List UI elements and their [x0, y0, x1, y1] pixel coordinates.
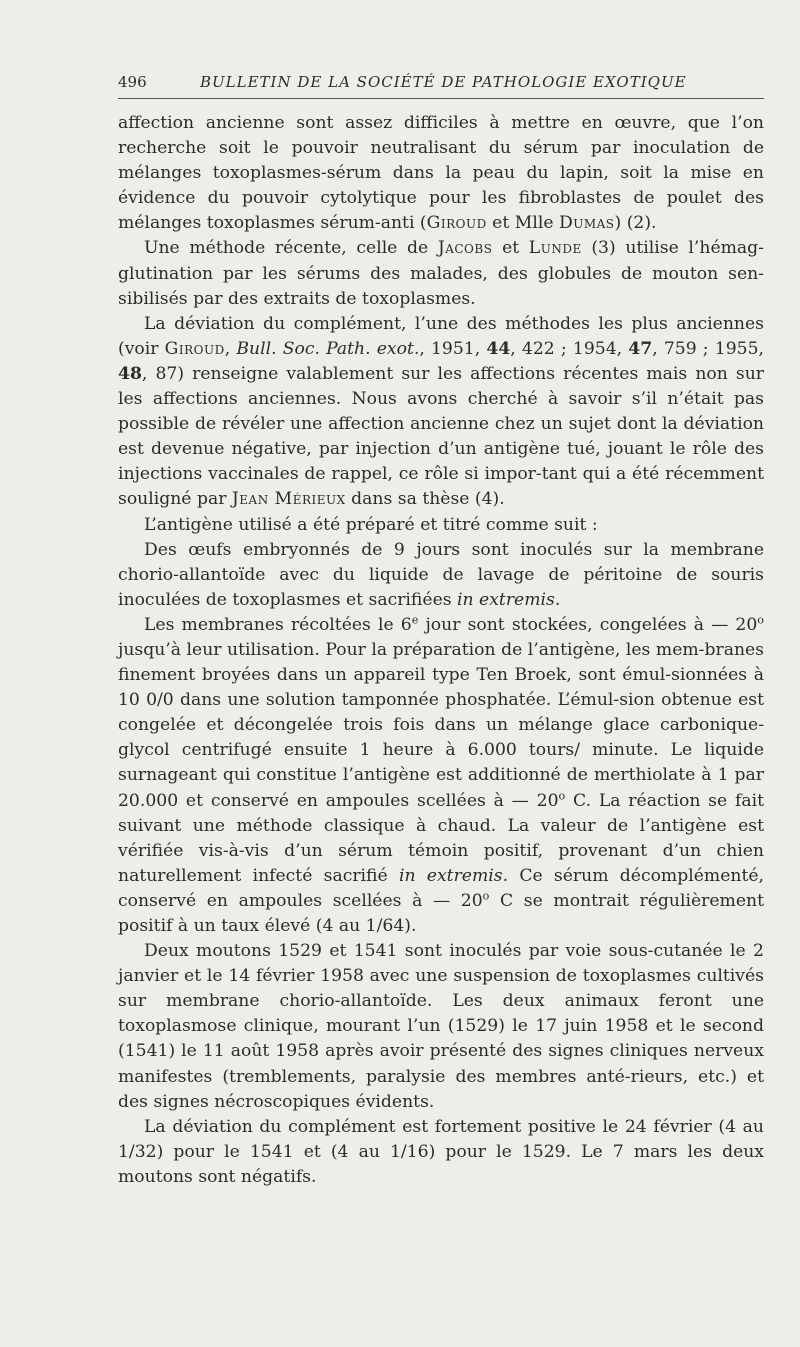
latin-phrase: in extremis.	[398, 865, 509, 886]
paragraph-complement-deviation: La déviation du complément, l’une des méthodes les plus anciennes (voir Giroud, Bull. Soc. Path. exot., 1951, 44, 422 ; 1954, 47, 759 ; 1955, 48, 87) renseigne valablement sur les affections récentes mais non sur les affections anciennes. Nous avons cherché à savoir s’il n’était pas possible de révéler une affection ancienne chez un sujet dont la déviation est devenue négative, par injection d’un antigène tué, jouant le rôle des injections vaccinales de rappel, ce rôle si impor-tant qui a été récemment souligné par Jean Mérieux dans sa thèse (4).	[118, 313, 764, 510]
author-name: Giroud	[426, 213, 487, 234]
paragraph-results: La déviation du complément est fortement positive le 24 février (4 au 1/32) pour le 1541 et (4 au 1/16) pour le 1529. Le 7 mars les deux moutons sont négatifs.	[118, 1116, 764, 1187]
paragraph-hemagglutination: Une méthode récente, celle de Jacobs et Lunde (3) utilise l’hémag-glutination par les sérums des malades, des globules de mouton sen-sibilisés par des extraits de toxoplasmes.	[118, 238, 764, 309]
journal-citation: Bull. Soc. Path. exot.	[236, 338, 420, 359]
author-name: Jacobs	[437, 238, 493, 259]
author-name: Lunde	[528, 238, 582, 259]
latin-phrase: in extremis	[457, 589, 555, 610]
volume-number: 44	[486, 338, 511, 359]
volume-number: 48	[118, 363, 142, 384]
page-number: 496	[118, 73, 147, 91]
author-name: Dumas	[558, 213, 615, 234]
article-body	[118, 111, 764, 1190]
volume-number: 47	[628, 338, 653, 359]
author-name: Jean Mérieux	[231, 489, 346, 510]
paragraph-membranes: Les membranes récoltées le 6e jour sont stockées, congelées à — 20$^o$ jusqu’à leur utilisation. Pour la préparation de l’antigène, les mem-branes finement broyées dans un appareil type Ten Broek, sont émul-sionnées à 10 0/0 dans une solution tamponnée phosphatée. L’émul-sion obtenue est congelée et décongelée trois fois dans un mélange glace carbonique-glycol centrifugé ensuite 1 heure à 6.000 tours/ minute. Le liquide surnageant qui constitue l’antigène est additionné de merthiolate à 1 par 20.000 et conservé en ampoules scellées à — 20$^o$ C. La réaction se fait suivant une méthode classique à chaud. La valeur de l’antigène est vérifiée vis-à-vis d’un sérum témoin positif, provenant d’un chien naturellement infecté sacrifié in extremis. Ce sérum décomplémenté, conservé en ampoules scellées à — 20$^o$ C se montrait régulièrement positif à un taux élevé (4 au 1/64).	[118, 613, 764, 936]
paragraph-continuation: affection ancienne sont assez difficiles à mettre en œuvre, que l’on recherche soit le pouvoir neutralisant du sérum par inoculation de mélanges toxoplasmes-sérum dans la peau du lapin, soit la mise en évidence du pouvoir cytolytique pour les fibroblastes de poulet des mélanges toxoplasmes sérum-anti (Giroud et Mlle Dumas) (2).	[118, 113, 764, 234]
author-name: Giroud	[164, 338, 225, 359]
paragraph-sheep: Deux moutons 1529 et 1541 sont inoculés par voie sous-cutanée le 2 janvier et le 14 février 1958 avec une suspension de toxoplasmes cultivés sur membrane chorio-allantoïde. Les deux animaux feront une toxoplasmose clinique, mourant l’un (1529) le 17 juin 1958 et le second (1541) le 11 août 1958 après avoir présenté des signes cliniques nerveux manifestes (tremblements, paralysie des membres anté-rieurs, etc.) et des signes nécroscopiques évidents.	[118, 941, 764, 1112]
paragraph-antigen-intro: L’antigène utilisé a été préparé et titré comme suit :	[144, 514, 598, 535]
paragraph-eggs: Des œufs embryonnés de 9 jours sont inoculés sur la membrane chorio-allantoïde avec du liquide de lavage de péritoine de souris inoculées de toxoplasmes et sacrifiées in extremis.	[118, 539, 764, 610]
page-header	[118, 72, 764, 99]
running-title: BULLETIN DE LA SOCIÉTÉ DE PATHOLOGIE EXOTIQUE	[200, 73, 687, 91]
